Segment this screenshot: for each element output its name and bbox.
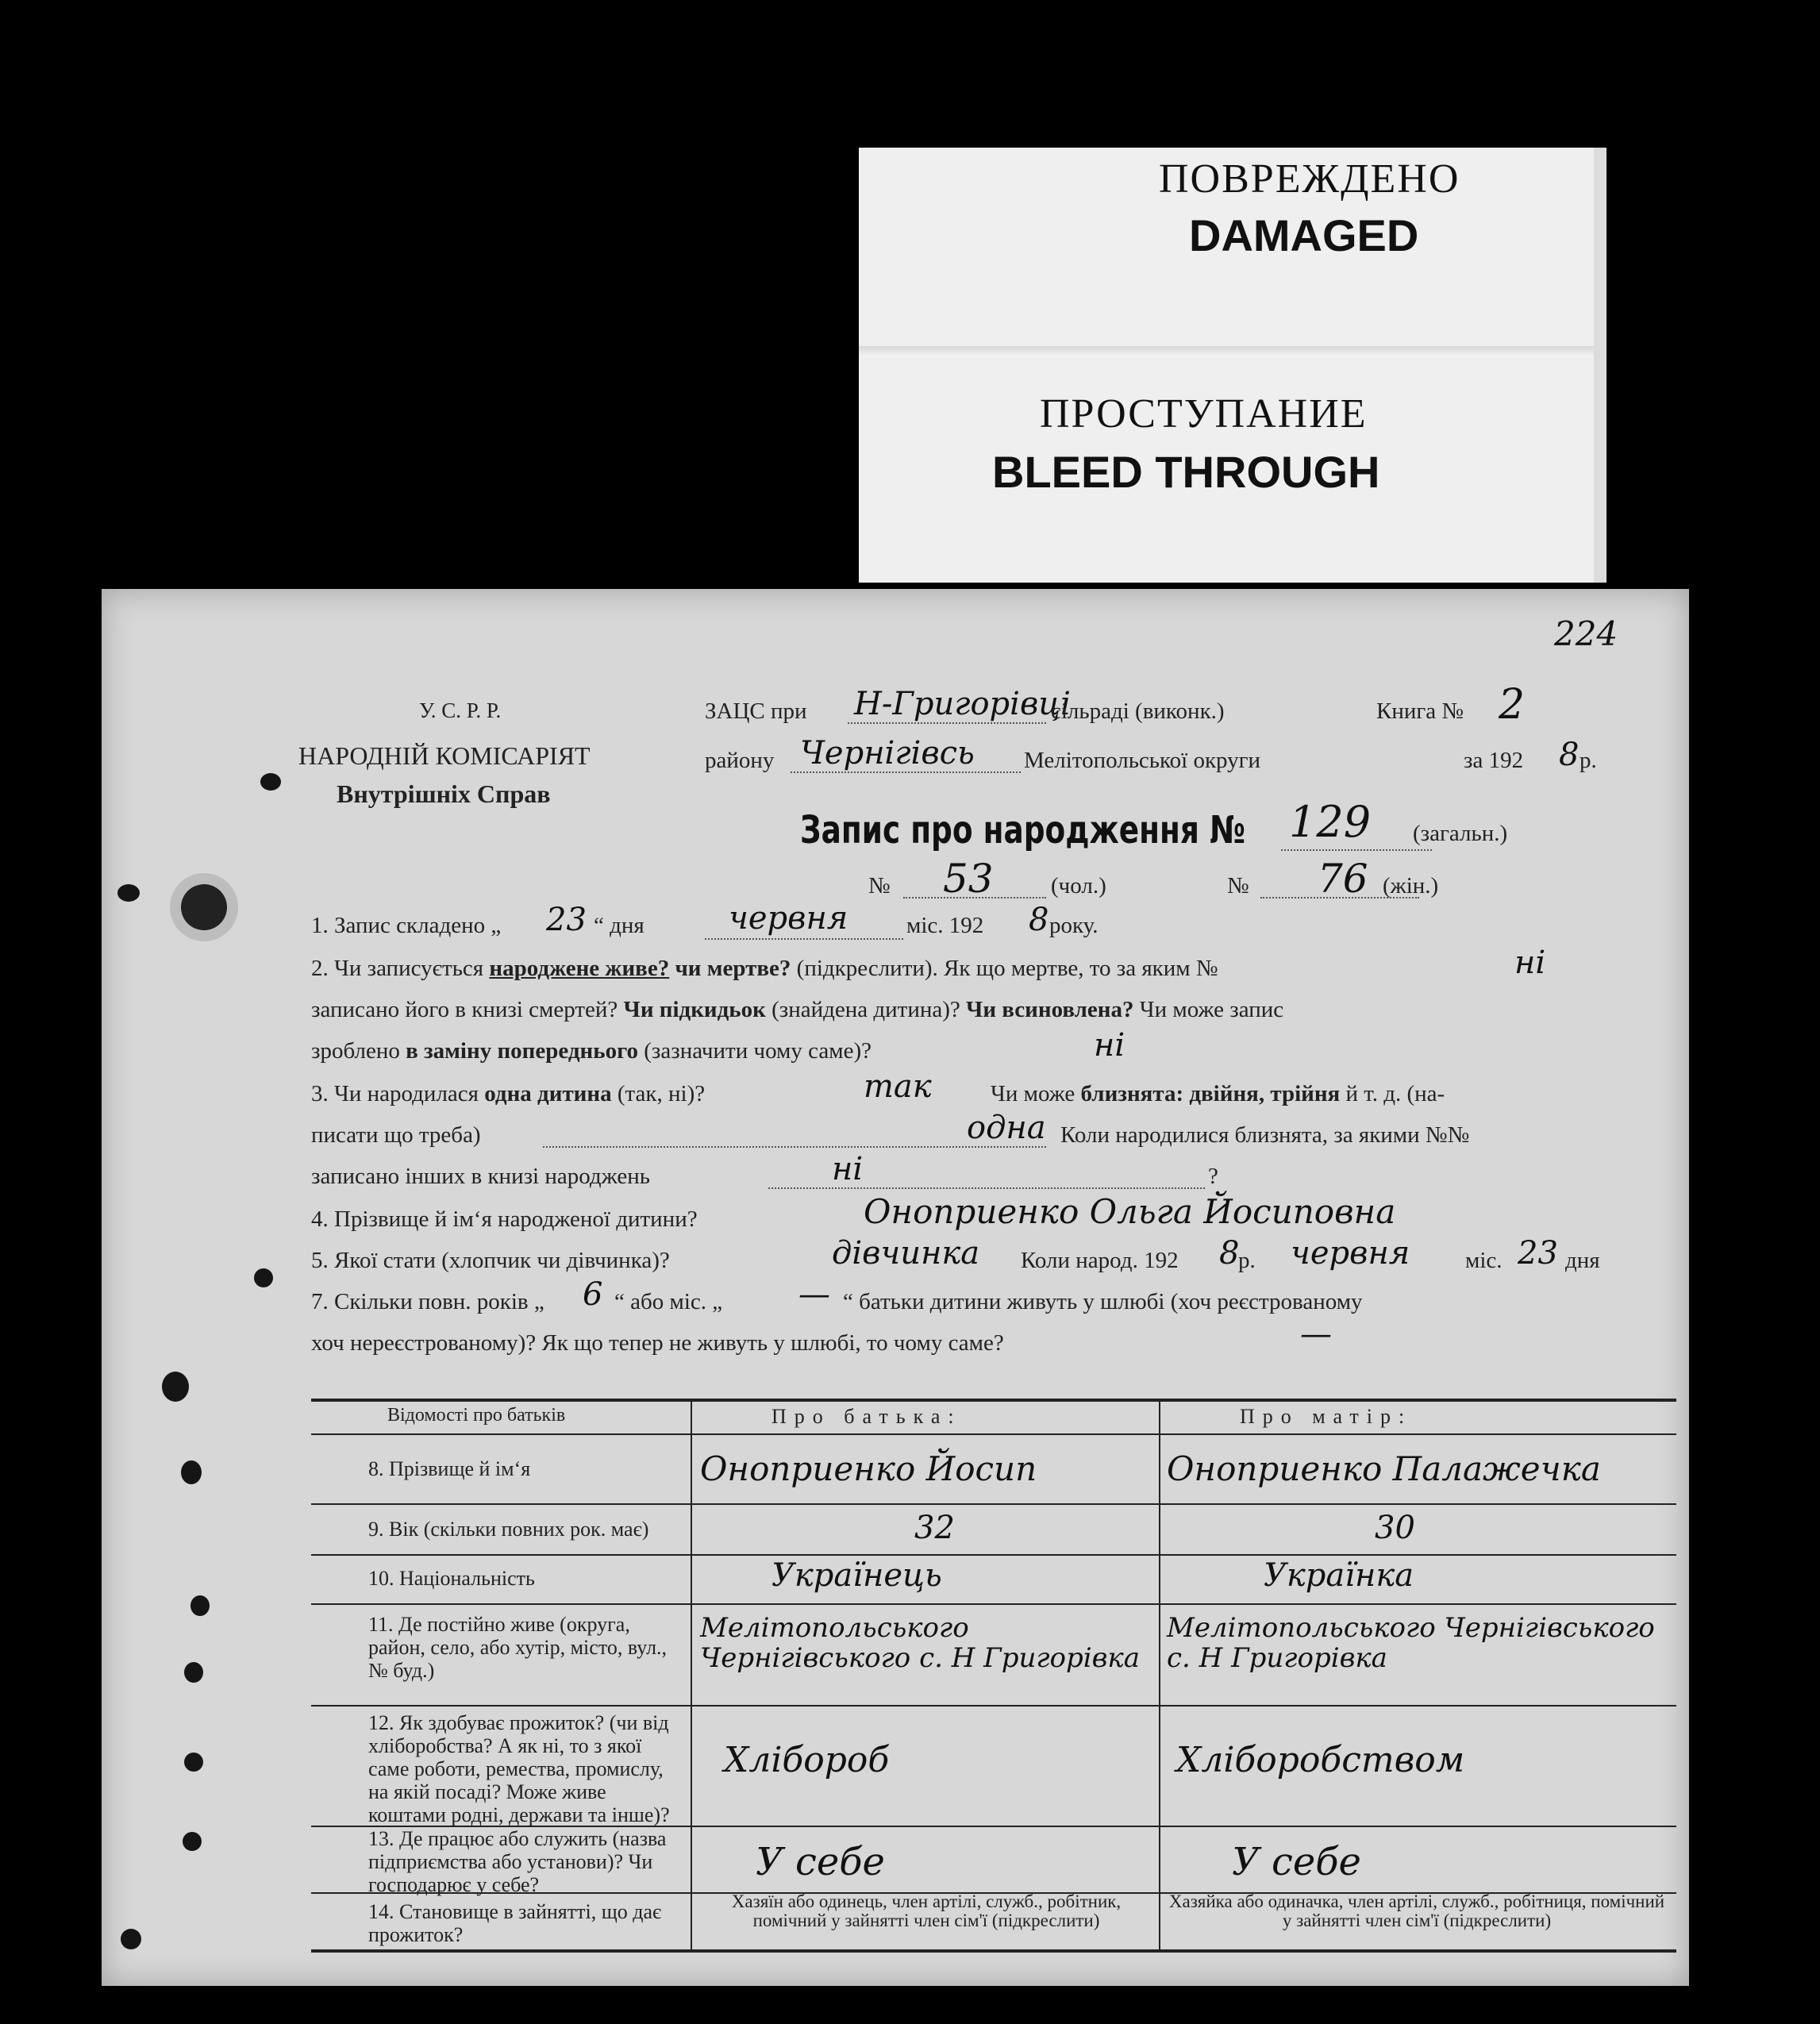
q3-answer-3: ні [832, 1151, 864, 1187]
zags-value: Н-Григорівці [854, 686, 1071, 722]
mother-employment-status: Хазяйка або одиначка, член артілі, служб., робітниця, помічний у зайнятті член сім'ї (підкреслити) [1168, 1891, 1665, 1930]
damage-spot [184, 1662, 203, 1683]
row-label-livelihood: 12. Як здобуває прожиток? (чи від хліборобства? А як ні, то з якої саме роботи, ремества, промислу, на якій посаді? Може живе коштами родні, держави та інше)? [368, 1711, 670, 1826]
form-title: Запис про народження № [800, 808, 1246, 852]
q3-line3-end: ? [1208, 1164, 1218, 1189]
q2-dead: чи мертве? [675, 956, 791, 981]
q2-line3 [311, 1038, 872, 1064]
q7-years: 6 [583, 1276, 603, 1313]
q7-months: — [798, 1276, 830, 1313]
zags-suffix: сільраді (виконк.) [1051, 698, 1225, 724]
q5-month-suffix: міс. [1465, 1248, 1503, 1273]
row-label-name: 8. Прізвище й ім‘я [368, 1457, 531, 1480]
label-bleed-en: BLEED THROUGH [992, 447, 1380, 497]
underline [543, 1146, 1046, 1148]
q3-single: одна дитина [484, 1081, 612, 1106]
q7-answer: — [1300, 1316, 1332, 1353]
q2-text: 2. Чи записується [311, 956, 484, 981]
q2-line1 [311, 956, 1218, 982]
q7-line1-c: “ батьки дитини живуть у шлюбі (хоч реєстрованому [843, 1289, 1363, 1314]
q7-line2: хоч нереєстрованому)? Як що тепер не живуть у шлюбі, то чому саме? [311, 1330, 1004, 1356]
father-workplace: У себе [756, 1840, 885, 1884]
mother-workplace: У себе [1232, 1840, 1361, 1884]
damage-label-card [859, 148, 1606, 583]
record-general-suffix: (загальн.) [1413, 821, 1508, 846]
q5-born-label: Коли народ. 192 [1021, 1248, 1179, 1273]
q1-year-suffix: року. [1049, 913, 1099, 938]
table-rule [311, 1399, 1676, 1402]
father-residence: Мелітопольського Чернігівського с. Н Григорівка [700, 1612, 1141, 1674]
father-age: 32 [914, 1510, 955, 1546]
father-name: Оноприенко Йосип [700, 1449, 1037, 1488]
year-label: за 192 [1464, 748, 1524, 773]
q3-line2-text: Коли народилися близнята, за якими №№ [1060, 1122, 1470, 1148]
q3-line2-label: писати що треба) [311, 1122, 481, 1148]
q5-sex: дівчинка [832, 1235, 980, 1272]
okruha-label: Мелітопольської округи [1024, 748, 1261, 773]
q3-text: Чи може [991, 1081, 1075, 1106]
q2-text: (знайдена дитина)? [771, 997, 960, 1022]
q1-year-label: міс. 192 [906, 913, 984, 938]
mother-livelihood: Хліборобством [1176, 1740, 1465, 1780]
district-label: району [705, 748, 775, 773]
label-damaged-ru: ПОВРЕЖДЕНО [1159, 156, 1460, 202]
male-suffix: (чол.) [1051, 873, 1106, 898]
q1-month: червня [729, 900, 848, 937]
damage-spot [254, 1268, 273, 1287]
header-commissariat: НАРОДНІЙ КОМІСАРІЯТ [298, 741, 591, 770]
label-bleed-ru: ПРОСТУПАНИЕ [1040, 391, 1368, 437]
table-rule [1159, 1399, 1160, 1953]
q2-text: зроблено [311, 1038, 400, 1064]
label-damaged-en: DAMAGED [1189, 210, 1419, 260]
row-label-nationality: 10. Національність [368, 1567, 535, 1590]
q5-year: 8 [1219, 1235, 1240, 1272]
mother-name: Оноприенко Палажечка [1167, 1449, 1601, 1488]
damage-spot [190, 1595, 210, 1616]
q3-answer-1: так [864, 1068, 932, 1105]
mother-residence: Мелітопольського Чернігівського с. Н Григорівка [1167, 1612, 1655, 1674]
underline [768, 1187, 1205, 1189]
father-employment-status: Хазяїн або одинець, член артілі, служб., робітник, помічний у зайнятті член сім'ї (підкреслити) [731, 1891, 1122, 1930]
q2-foundling: Чи підкидьок [623, 997, 766, 1022]
year-suffix: р. [1580, 748, 1597, 773]
row-label-residence: 11. Де постійно живе (округа, район, село, або хутір, місто, вул., № буд.) [368, 1613, 668, 1682]
q3-line1-a [311, 1081, 705, 1107]
q3-line1-b [991, 1081, 1445, 1107]
header-mother: Про матір: [1240, 1405, 1413, 1428]
q4-label: 4. Прізвище й ім‘я народженої дитини? [311, 1206, 698, 1232]
card-fold [859, 346, 1606, 357]
q2-line2 [311, 997, 1283, 1023]
male-no-label: № [868, 873, 891, 898]
table-rule [311, 1503, 1676, 1505]
table-rule [311, 1949, 1676, 1953]
q5-day: 23 [1518, 1235, 1558, 1272]
table-rule [311, 1705, 1676, 1707]
parents-table [311, 1399, 1676, 1954]
damage-spot [162, 1372, 189, 1402]
card-edge [1594, 148, 1606, 583]
q2-text: (підкреслити). Як що мертве, то за яким № [796, 956, 1218, 981]
q3-twins: близнята: двійня, трійня [1080, 1081, 1341, 1106]
table-rule [311, 1554, 1676, 1556]
table-rule [311, 1433, 1676, 1435]
page-number: 224 [1554, 614, 1618, 653]
q3-text: (так, ні)? [617, 1081, 706, 1106]
q7-line1-b: “ або міс. „ [614, 1289, 723, 1314]
header-internal-affairs: Внутрішніх Справ [337, 779, 551, 808]
father-nationality: Українець [771, 1557, 942, 1594]
q2-adopted: Чи всиновлена? [966, 997, 1134, 1022]
q3-answer-2: одна [967, 1110, 1046, 1146]
header-parents-info: Відомості про батьків [387, 1405, 566, 1426]
table-rule [691, 1399, 692, 1953]
damage-spot [121, 1929, 141, 1949]
q7-line1-a: 7. Скільки повн. років „ [311, 1289, 544, 1314]
record-general-number: 129 [1289, 797, 1372, 847]
underline [791, 772, 1021, 773]
q2-answer-2: ні [1094, 1027, 1125, 1064]
damage-spot [181, 1460, 202, 1484]
q3-text: 3. Чи народилася [311, 1081, 479, 1106]
male-no-value: 53 [943, 856, 994, 902]
female-no-value: 76 [1318, 856, 1368, 902]
q1-label: 1. Запис складено „ [311, 913, 502, 938]
row-label-age: 9. Вік (скільки повних рок. має) [368, 1518, 649, 1541]
q5-month: червня [1291, 1235, 1410, 1272]
table-rule [311, 1603, 1676, 1605]
book-value: 2 [1499, 681, 1526, 729]
q1-year: 8 [1029, 902, 1049, 938]
underline [705, 938, 903, 940]
row-label-employment-status: 14. Становище в зайнятті, що дає прожиток? [368, 1900, 662, 1946]
female-no-label: № [1227, 873, 1249, 898]
q2-text: Чи може запис [1139, 997, 1284, 1022]
punch-hole [181, 884, 227, 930]
underline [848, 722, 1046, 724]
mother-nationality: Українка [1264, 1557, 1414, 1594]
damage-spot [260, 773, 281, 791]
underline [903, 897, 1046, 898]
q2-text: записано його в книзі смертей? [311, 997, 618, 1022]
underline [1281, 849, 1432, 851]
damage-spot [184, 1753, 203, 1772]
row-label-workplace: 13. Де працює або служить (назва підприємства або установи)? Чи господарює у себе? [368, 1827, 667, 1896]
q1-day-suffix: “ дня [594, 913, 645, 938]
q5-year-suffix: р. [1238, 1248, 1256, 1273]
female-suffix: (жін.) [1383, 873, 1439, 898]
father-livelihood: Хлібороб [724, 1740, 890, 1780]
zags-label: ЗАЦС при [705, 698, 807, 724]
q3-text: й т. д. (на- [1345, 1081, 1445, 1106]
q1-day: 23 [546, 902, 587, 938]
damage-spot [183, 1832, 202, 1851]
mother-age: 30 [1375, 1510, 1415, 1546]
q2-text: (зазначити чому саме)? [644, 1038, 872, 1064]
q5-label: 5. Якої стати (хлопчик чи дівчинка)? [311, 1248, 670, 1273]
q5-day-suffix: дня [1565, 1248, 1600, 1273]
year-value: 8 [1559, 737, 1580, 773]
q2-answer-1: ні [1514, 945, 1546, 981]
book-label: Книга № [1376, 698, 1464, 724]
q4-child-name: Оноприенко Ольга Йосиповна [864, 1192, 1396, 1231]
q3-line3-label: записано інших в книзі народжень [311, 1164, 650, 1189]
header-father: Про батька: [771, 1405, 962, 1428]
district-value: Чернігівсь [800, 735, 975, 772]
punch-hole [117, 884, 140, 902]
q2-replacement: в заміну попереднього [406, 1038, 639, 1064]
header-ussr: У. С. Р. Р. [419, 698, 502, 722]
q2-alive: народжене живе? [489, 956, 670, 981]
